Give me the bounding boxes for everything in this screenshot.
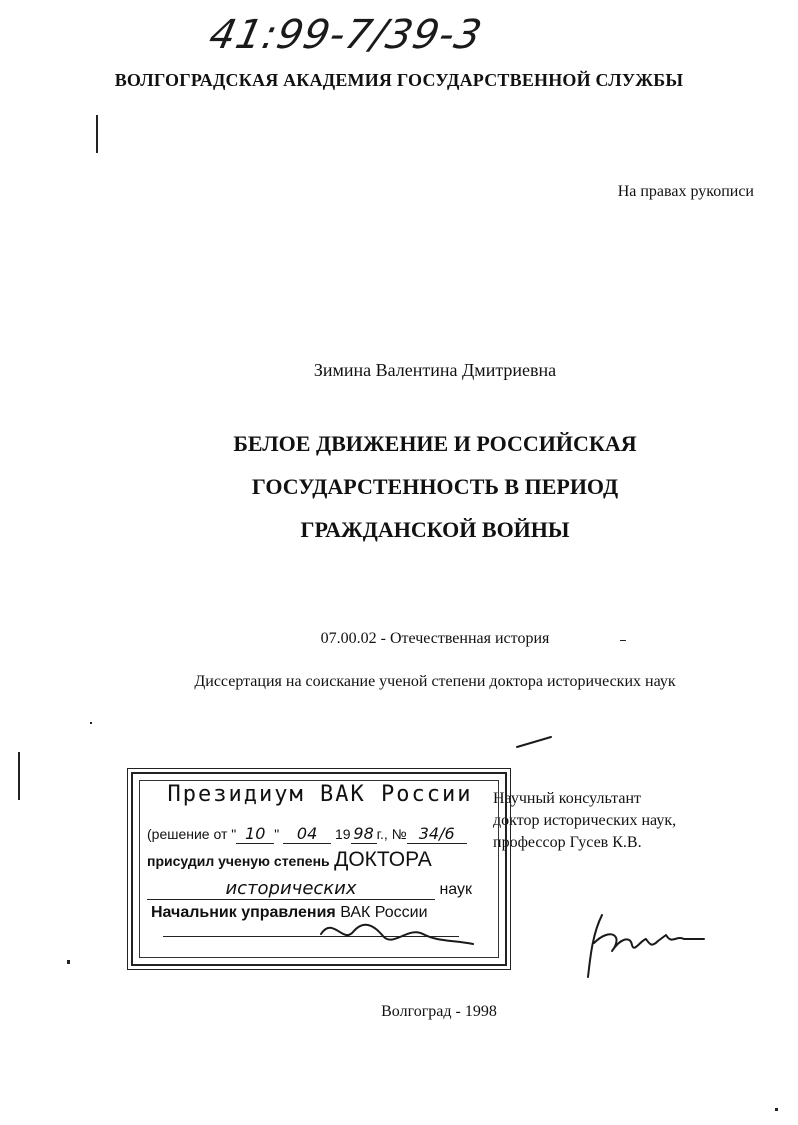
- title-line-1: БЕЛОЕ ДВИЖЕНИЕ И РОССИЙСКАЯ: [233, 431, 637, 456]
- city-year: Волгоград - 1998: [381, 1003, 497, 1020]
- institution-name: ВОЛГОГРАДСКАЯ АКАДЕМИЯ ГОСУДАРСТВЕННОЙ СЛУЖБЫ: [114, 70, 684, 90]
- title-line-2: ГОСУДАРСТЕННОСТЬ В ПЕРИОД: [251, 474, 619, 499]
- corner-mark: [775, 1108, 778, 1111]
- dissertation-purpose: Диссертация на соискание ученой степени доктора исторических наук: [194, 673, 676, 690]
- decision-year-tail: г., №: [376, 826, 407, 842]
- consultant-name: профессор Гусев К.В.: [493, 834, 642, 851]
- consultant-signature: [580, 905, 710, 985]
- chief-prefix: Начальник управления: [151, 904, 336, 921]
- stamp-title: Президиум ВАК России: [167, 782, 473, 807]
- decision-number: 34/6: [407, 824, 467, 844]
- stamp-degree-row: [147, 848, 432, 872]
- stamp-decision-row: [147, 824, 467, 844]
- scientific-consultant: [493, 788, 676, 854]
- consultant-role: Научный консультант: [493, 790, 641, 807]
- field-handwritten: исторических: [147, 878, 435, 900]
- consultant-degree: доктор исторических наук,: [493, 812, 677, 829]
- author-name: Зимина Валентина Дмитриевна: [313, 360, 557, 380]
- stamp-field-row: [147, 878, 472, 900]
- degree-name: ДОКТОРА: [334, 848, 432, 871]
- margin-mark: [96, 115, 98, 153]
- title-line-3: ГРАЖДАНСКОЙ ВОЙНЫ: [300, 517, 570, 542]
- rights-note: На правах рукописи: [617, 183, 754, 200]
- degree-prefix: присудил ученую степень: [147, 853, 330, 869]
- stamp-signature: [313, 914, 483, 954]
- vak-stamp: [131, 772, 507, 966]
- decision-prefix: (решение от ": [147, 826, 237, 842]
- inventory-number: 41:99-7/39-3: [205, 12, 487, 58]
- decision-day: 10: [236, 824, 274, 844]
- decision-month: 04: [283, 824, 331, 844]
- margin-dot: [67, 960, 70, 964]
- margin-mark: [18, 752, 20, 800]
- speciality-code: 07.00.02 - Отечественная история: [320, 630, 550, 647]
- stray-dash: [620, 640, 626, 641]
- decision-year: 98: [351, 824, 377, 844]
- margin-dot: [90, 722, 92, 724]
- decision-year-prefix: 19: [335, 826, 351, 842]
- field-suffix: наук: [439, 881, 473, 898]
- dissertation-title: [0, 422, 798, 551]
- decision-quote: ": [274, 826, 280, 842]
- chief-suffix: ВАК России: [340, 904, 428, 921]
- pen-stroke: [515, 735, 555, 749]
